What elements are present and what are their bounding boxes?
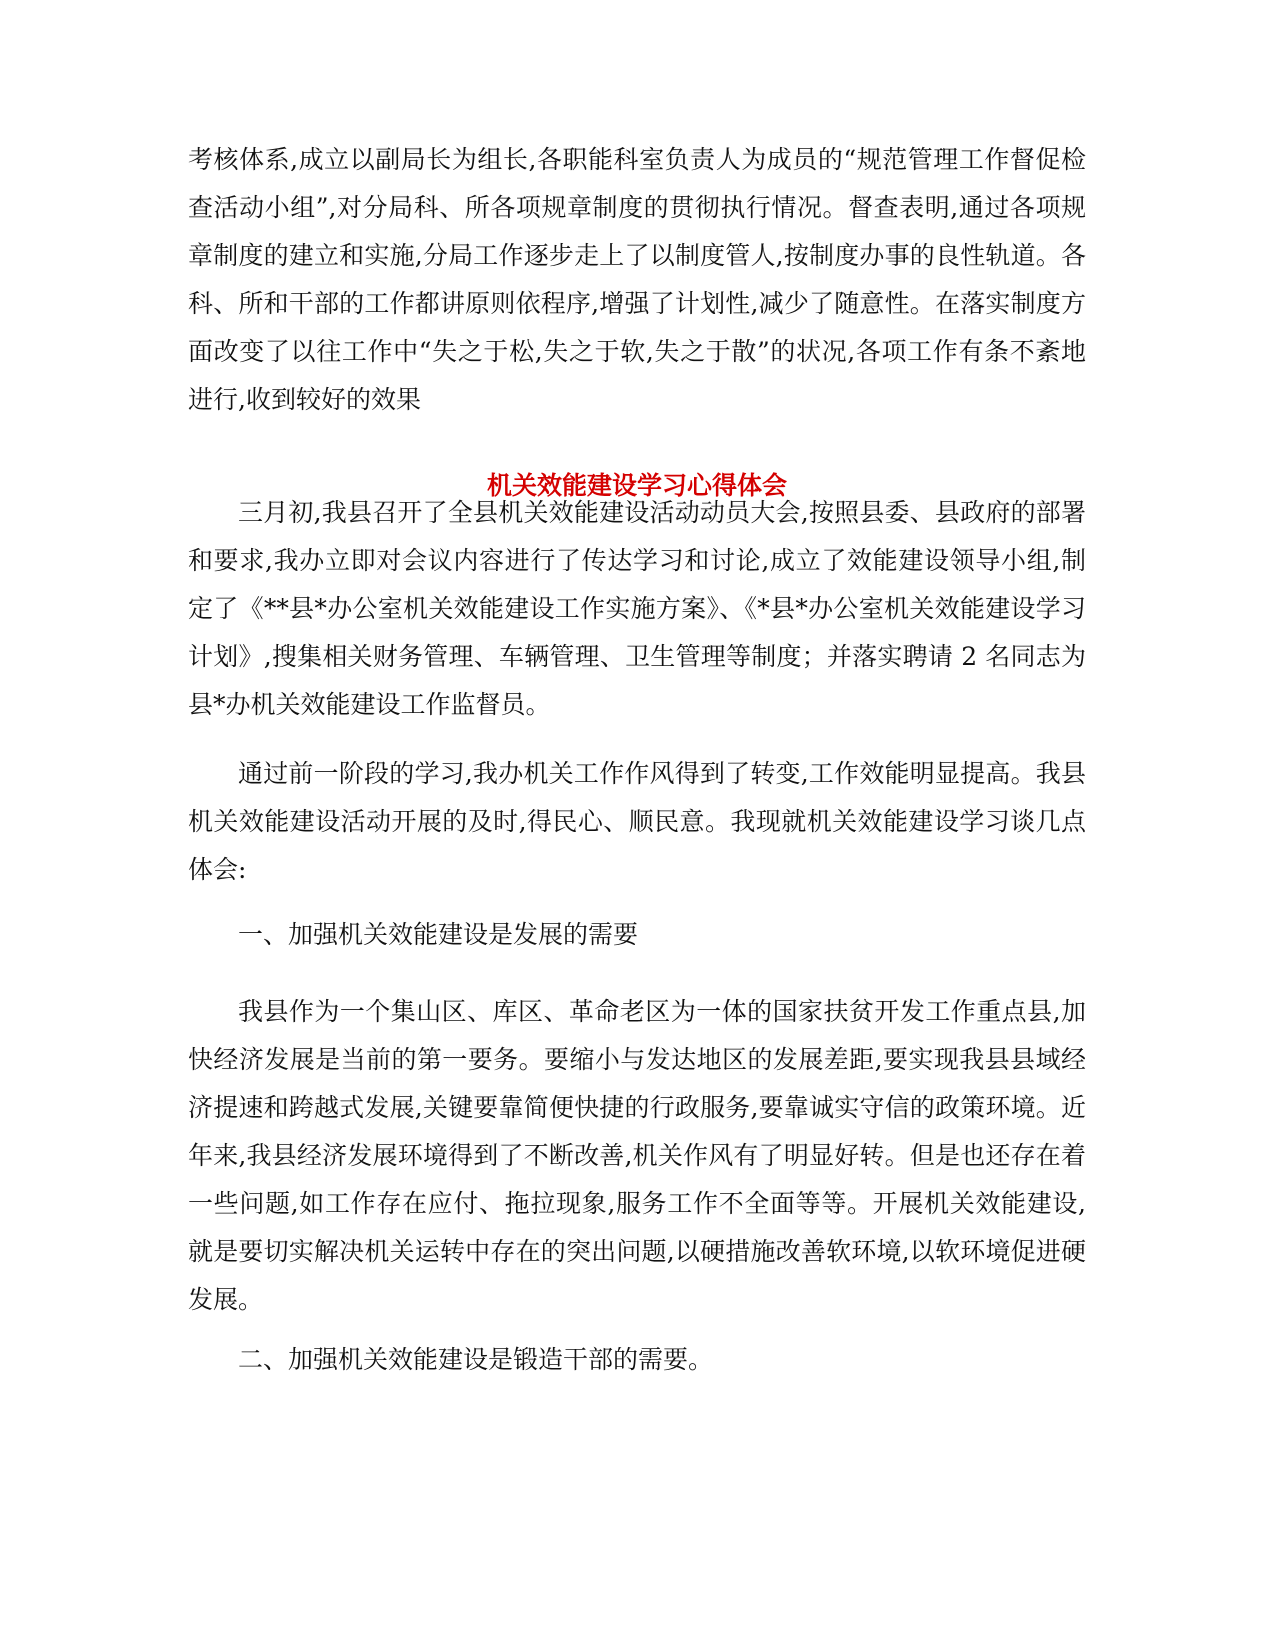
intro-paragraph: 考核体系,成立以副局长为组长,各职能科室负责人为成员的“规范管理工作督促检查活动小组”,对分局科、所各项规章制度的贯彻执行情况。督查表明,通过各项规章制度的建立和实施,分局工作逐步走上了以制度管人,按制度办事的良性轨道。各科、所和干部的工作都讲原则依程序,增强了计划性,减少了随意性。在落实制度方面改变了以往工作中“失之于松,失之于软,失之于散”的状况,各项工作有条不紊地进行,收到较好的效果 <box>188 145 1086 414</box>
section-heading-2: 二、加强机关效能建设是锻造干部的需要。 <box>238 1345 714 1374</box>
section-heading-1: 一、加强机关效能建设是发展的需要 <box>238 920 639 949</box>
document-title: 机关效能建设学习心得体会 <box>486 471 787 500</box>
paragraph-2: 通过前一阶段的学习,我办机关工作作风得到了转变,工作效能明显提高。我县机关效能建设活动开展的及时,得民心、顺民意。我现就机关效能建设学习谈几点体会: <box>188 759 1086 884</box>
paragraph-3: 我县作为一个集山区、库区、革命老区为一体的国家扶贫开发工作重点县,加快经济发展是当前的第一要务。要缩小与发达地区的发展差距,要实现我县县域经济提速和跨越式发展,关键要靠简便快捷的行政服务,要靠诚实守信的政策环境。近年来,我县经济发展环境得到了不断改善,机关作风有了明显好转。但是也还存在着一些问题,如工作存在应付、拖拉现象,服务工作不全面等等。开展机关效能建设,就是要切实解决机关运转中存在的突出问题,以硬措施改善软环境,以软环境促进硬发展。 <box>188 997 1086 1314</box>
paragraph-1: 三月初,我县召开了全县机关效能建设活动动员大会,按照县委、县政府的部署和要求,我办立即对会议内容进行了传达学习和讨论,成立了效能建设领导小组,制定了《**县*办公室机关效能建设工作实施方案》、《*县*办公室机关效能建设学习计划》,搜集相关财务管理、车辆管理、卫生管理等制度；并落实聘请 2 名同志为县*办机关效能建设工作监督员。 <box>188 498 1086 719</box>
